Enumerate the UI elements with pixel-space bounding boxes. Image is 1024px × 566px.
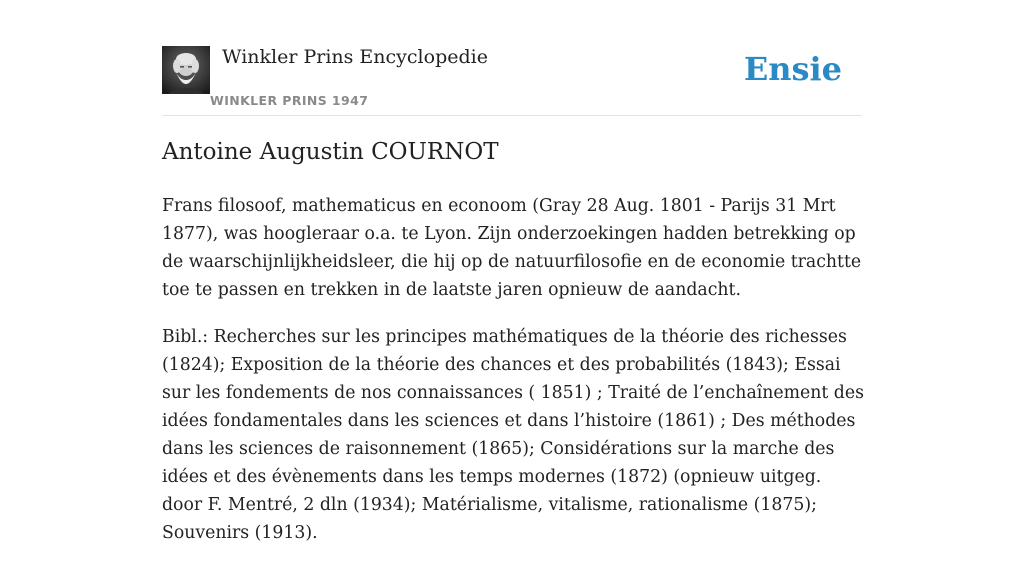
article-body [162, 192, 866, 566]
portrait-icon [162, 46, 210, 94]
brand-logo[interactable]: Ensie [743, 50, 842, 88]
article-title: Antoine Augustin COURNOT [162, 139, 499, 165]
source-subtitle[interactable]: WINKLER PRINS 1947 [210, 93, 369, 108]
source-name[interactable]: Winkler Prins Encyclopedie [222, 46, 488, 68]
source-avatar-icon[interactable] [162, 46, 210, 94]
article-paragraph: Bibl.: Recherches sur les principes mathématiques de la théorie des richesses (1824); Exposition de la théorie des chances et des probabilités (1843); Essai sur les fondements de nos connaissances ( 1851) ; Traité de l’enchaînement des idées fondamentales dans les sciences et dans l’histoire (1861) ; Des méthodes dans les sciences de raisonnement (1865); Considérations sur la marche des idées et des évènements dans les temps modernes (1872) (opnieuw uitgeg. door F. Mentré, 2 dln (1934); Matérialisme, vitalisme, rationalisme (1875); Souvenirs (1913). [162, 327, 864, 543]
site-header [162, 46, 862, 116]
article-paragraph: Frans filosoof, mathematicus en econoom (Gray 28 Aug. 1801 - Parijs 31 Mrt 1877), was hoogleraar o.a. te Lyon. Zijn onderzoekingen hadden betrekking op de waarschijnlijkheidsleer, die hij op de natuurfilosofie en de economie trachtte toe te passen en trekken in de laatste jaren opnieuw de aandacht. [162, 196, 862, 300]
